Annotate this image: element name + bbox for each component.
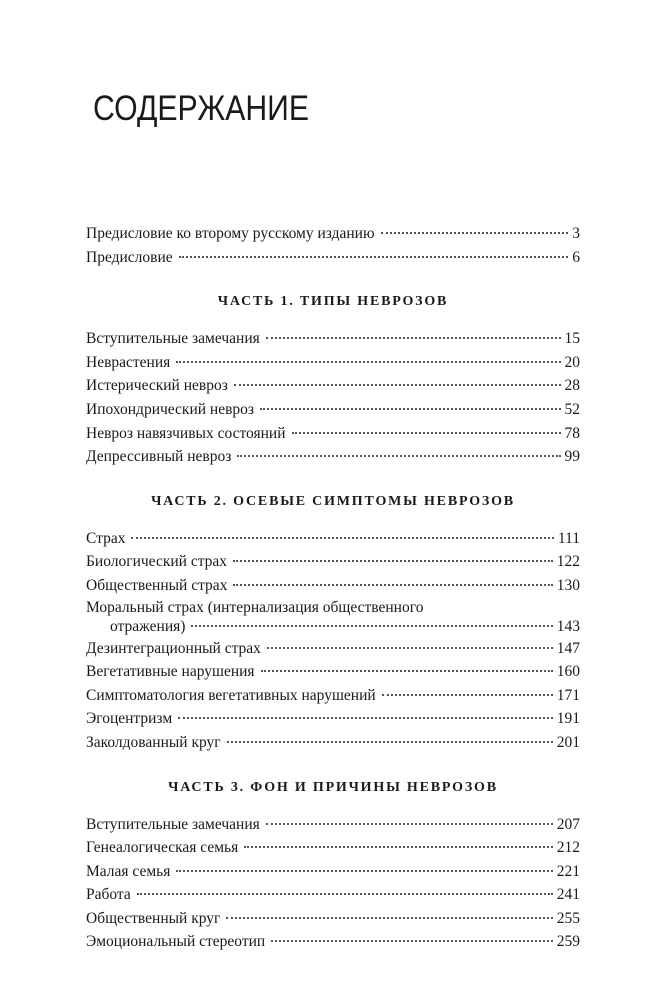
toc-entry-label: Невроз навязчивых состояний: [86, 424, 286, 442]
toc-entry-page: 201: [556, 733, 580, 751]
toc-title: [93, 87, 313, 131]
dot-leader: [233, 584, 552, 586]
dot-leader: [227, 741, 553, 743]
toc-entry[interactable]: [86, 374, 580, 398]
toc-entry[interactable]: [86, 813, 580, 837]
toc-entry-label: Симптоматология вегетативных нарушений: [86, 686, 376, 704]
toc-entry-page: 3: [572, 225, 580, 242]
part-3-section: [86, 779, 580, 955]
dot-leader: [191, 625, 552, 627]
toc-entry-label: Моральный страх (интернализация общественного: [86, 598, 424, 616]
intro-section: [86, 222, 580, 269]
part-heading: ЧАСТЬ 3. ФОН И ПРИЧИНЫ НЕВРОЗОВ: [168, 779, 498, 795]
part-heading: ЧАСТЬ 1. ТИПЫ НЕВРОЗОВ: [217, 294, 449, 310]
toc-entry-page: 28: [564, 377, 580, 395]
toc-entry[interactable]: [86, 222, 580, 246]
dot-leader: [131, 537, 553, 539]
table-of-contents: [86, 222, 580, 954]
toc-entry-label: Работа: [86, 886, 131, 904]
toc-entry-page: 143: [556, 617, 580, 635]
toc-entry[interactable]: [86, 637, 580, 661]
toc-entry-page: 221: [556, 862, 580, 880]
dot-leader: [226, 917, 552, 919]
dot-leader: [261, 670, 553, 672]
toc-entry[interactable]: [86, 684, 580, 708]
dot-leader: [271, 940, 553, 942]
toc-entry-label: Биологический страх: [86, 553, 228, 571]
toc-entry-label: Общественный страх: [86, 576, 228, 594]
toc-entry-label: Неврастения: [86, 353, 171, 371]
toc-entry-label: Генеалогическая семья: [86, 839, 239, 857]
toc-entry-page: 171: [556, 686, 580, 704]
dot-leader: [234, 384, 561, 386]
toc-entry-label-continued: отражения): [110, 617, 186, 635]
toc-entry[interactable]: [86, 398, 580, 422]
toc-entry-page: 147: [556, 639, 580, 657]
dot-leader: [266, 337, 561, 339]
dot-leader: [176, 870, 552, 872]
toc-entry[interactable]: [86, 599, 580, 637]
toc-entry-page: 191: [556, 710, 580, 728]
toc-entry-page: 212: [556, 839, 580, 857]
dot-leader: [176, 361, 560, 363]
dot-leader: [178, 717, 553, 719]
toc-entry[interactable]: [86, 527, 580, 551]
toc-entry[interactable]: [86, 327, 580, 351]
toc-entry-page: 130: [556, 576, 580, 594]
toc-entry[interactable]: [86, 907, 580, 931]
dot-leader: [381, 232, 569, 234]
dot-leader: [244, 846, 552, 848]
toc-entry-label: Вступительные замечания: [86, 330, 260, 348]
dot-leader: [233, 560, 553, 562]
toc-entry-label: Депрессивный невроз: [86, 448, 232, 466]
dot-leader: [292, 432, 561, 434]
part-heading: ЧАСТЬ 2. ОСЕВЫЕ СИМПТОМЫ НЕВРОЗОВ: [151, 493, 515, 509]
toc-entry-label: Вегетативные нарушения: [86, 663, 255, 681]
toc-entry[interactable]: [86, 836, 580, 860]
toc-entry[interactable]: [86, 246, 580, 270]
toc-entry-label: Дезинтеграционный страх: [86, 639, 261, 657]
toc-entry-page: 20: [564, 353, 580, 371]
toc-entry[interactable]: [86, 883, 580, 907]
toc-entry-label: Эмоциональный стереотип: [86, 933, 266, 951]
toc-entry-page: 255: [556, 909, 580, 927]
toc-entry-page: 6: [572, 248, 580, 266]
part-2-section: [86, 493, 580, 755]
toc-entry[interactable]: [86, 660, 580, 684]
toc-entry-label: Ипохондрический невроз: [86, 400, 255, 418]
toc-title-text: СОДЕРЖАНИЕ: [93, 89, 309, 128]
part-1-section: [86, 293, 580, 469]
dot-leader: [260, 408, 560, 410]
toc-entry-page: 78: [564, 424, 580, 442]
toc-entry-page: 241: [556, 886, 580, 904]
toc-entry[interactable]: [86, 351, 580, 375]
dot-leader: [237, 455, 560, 457]
toc-entry[interactable]: [86, 422, 580, 446]
toc-entry-page: 122: [556, 553, 580, 571]
toc-entry-label: Эгоцентризм: [86, 710, 173, 728]
toc-entry-page: 52: [564, 400, 580, 418]
toc-entry[interactable]: [86, 707, 580, 731]
toc-entry-page: 207: [556, 815, 580, 833]
toc-entry-label: Малая семья: [86, 862, 171, 880]
toc-entry-label: Предисловие: [86, 248, 173, 266]
toc-entry-label: Заколдованный круг: [86, 733, 221, 751]
toc-entry-page: 15: [564, 330, 580, 348]
dot-leader: [267, 647, 553, 649]
toc-entry[interactable]: [86, 574, 580, 598]
dot-leader: [266, 823, 553, 825]
toc-entry-label: Страх: [86, 529, 126, 547]
toc-entry-label: Вступительные замечания: [86, 815, 260, 833]
toc-entry[interactable]: [86, 445, 580, 469]
toc-entry-label: Истерический невроз: [86, 377, 228, 395]
toc-entry[interactable]: [86, 731, 580, 755]
toc-entry[interactable]: [86, 550, 580, 574]
toc-entry-page: 160: [556, 663, 580, 681]
toc-entry-label: Предисловие ко второму русскому изданию: [86, 225, 375, 242]
dot-leader: [382, 694, 553, 696]
toc-entry-label: Общественный круг: [86, 909, 221, 927]
dot-leader: [179, 256, 569, 258]
toc-entry[interactable]: [86, 860, 580, 884]
toc-entry-page: 111: [557, 529, 580, 547]
toc-entry-page: 259: [556, 933, 580, 951]
toc-entry-page: 99: [564, 448, 580, 466]
toc-entry[interactable]: [86, 930, 580, 954]
dot-leader: [137, 893, 553, 895]
